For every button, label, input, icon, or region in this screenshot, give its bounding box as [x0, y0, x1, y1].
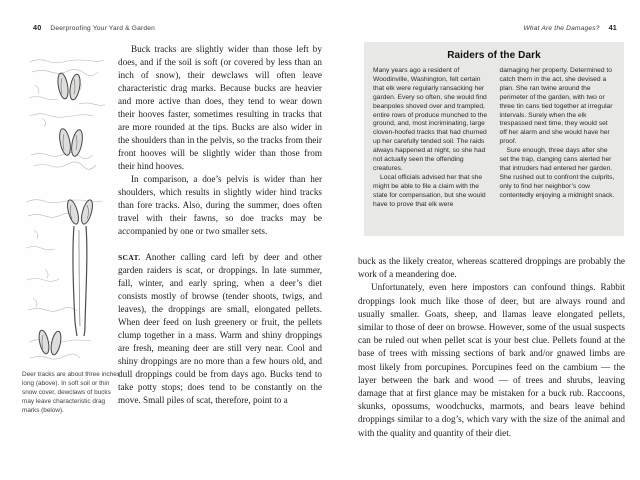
- right-page-body: [358, 255, 625, 440]
- sidebar-column-1: [373, 67, 489, 210]
- illustration-caption: Deer tracks are about three inches long (above). In soft soil or thin snow cover, dewclaws of bucks may leave characteristic drag marks (below).: [22, 371, 121, 414]
- running-title-left: Deerproofing Your Yard & Garden: [50, 25, 155, 32]
- deer-drag-marks-illustration: [24, 190, 112, 368]
- paragraph: Local officials advised her that she might be able to file a claim with the state for compensation, but she would have to prove that elk were: [373, 173, 486, 208]
- paragraph: Unfortunately, even here impostors can confound things. Rabbit droppings look much like those of deer, but are always round and usually smaller. Goats, sheep, and llamas leave elongated pellets, similar to those of deer on browse. However, some of the usual suspects can be ruled out when pellet scat is your best clue. Pellets found at the base of trees with missing sections of bark and/or gnawed limbs are most likely from porcupines. Porcupines feed on the cambium — the layer between the bark and wood — of trees and shrubs, leaving damage that at first glance may be mistaken for a buck rub. Raccoons, skunks, opossums, woodchucks, marmots, and bears leave behind droppings similar to a dog’s, which vary with the size of the animal and with the quality and quantity of their diet.: [358, 282, 625, 438]
- deer-tracks-illustration: [27, 52, 111, 178]
- deer-drag-marks-sketch-svg: [24, 190, 112, 368]
- paragraph: In comparison, a doe’s pelvis is wider than her shoulders, which results in slightly wider hind tracks than fore tracks. Also, during the summer, does often travel with their fawns, so doe tracks may be accompanied by one or two smaller sets.: [118, 174, 322, 236]
- paragraph: Many years ago a resident of Woodinville, Washington, felt certain that elk were regularly ransacking her garden. Every so often, she would find beanpoles shoved over and trampled, entire rows of produce munched to the ground, and, most incriminating, large cloven-hoofed tracks that had churned up her carefully tended soil. The raids always happened at night, so she had not actually seen the offending creatures.: [373, 67, 488, 172]
- running-header-left: [33, 23, 155, 32]
- paragraph: damaging her property. Determined to catch them in the act, she devised a plan. She ran twine around the perimeter of the garden, with two or three tin cans tied together at irregular intervals. Surely when the elk trespassed next time, they would set off her alarm and she would have her proof.: [499, 67, 613, 146]
- running-title-right: What Are the Damages?: [523, 25, 600, 32]
- sidebar-title: Raiders of the Dark: [447, 50, 541, 61]
- scat-text: Another calling card left by deer and other garden raiders is scat, or droppings. In late summer, fall, winter, and early spring, when a deer’s diet consists mostly of browse (tender shoots, twigs, and leaves), the droppings are small, elongated pellets. When deer feed on lush greenery or fruit, the pellets clump together in a mass. Warm and shiny droppings are fresh, meaning deer are still very near. Cool and shiny droppings are no more than a few hours old, and dull droppings could be from days ago. Bucks tend to take potty stops; does tend to be constantly on the move. Small piles of scat, therefore, point to a: [118, 252, 322, 405]
- paragraph: Sure enough, three days after she set the trap, clanging cans alerted her that intruders had entered her garden. She rushed out to confront the culprits, only to find her neighbor’s cow contentedly enjoying a midnight snack.: [499, 147, 615, 199]
- scat-lead-label: SCAT.: [118, 253, 141, 262]
- page-number-left: 40: [33, 23, 42, 32]
- sidebar-columns: [373, 67, 615, 210]
- paragraph: buck as the likely creator, whereas scattered droppings are probably the work of a meandering doe.: [358, 256, 625, 280]
- paragraph: Buck tracks are slightly wider than those left by does, and if the soil is soft (or covered by less than an inch of snow), their dewclaws will often leave characteristic drag marks. Because bucks are heavier and more active than does, they tend to wear down their hooves faster, sometimes resulting in tracks that are more rounded at the tips. Bucks are also wider in the shoulders than in the pelvis, so the tracks from their front hooves will be slightly wider than those from their hind hooves.: [118, 44, 322, 171]
- sidebar-column-2: [500, 67, 616, 210]
- deer-tracks-sketch-svg: [27, 52, 111, 178]
- page-number-right: 41: [608, 23, 617, 32]
- left-page-body: [118, 43, 322, 407]
- running-header-right: [523, 23, 617, 32]
- sidebar-raiders-of-the-dark: [364, 42, 624, 236]
- paragraph-scat: [118, 251, 322, 407]
